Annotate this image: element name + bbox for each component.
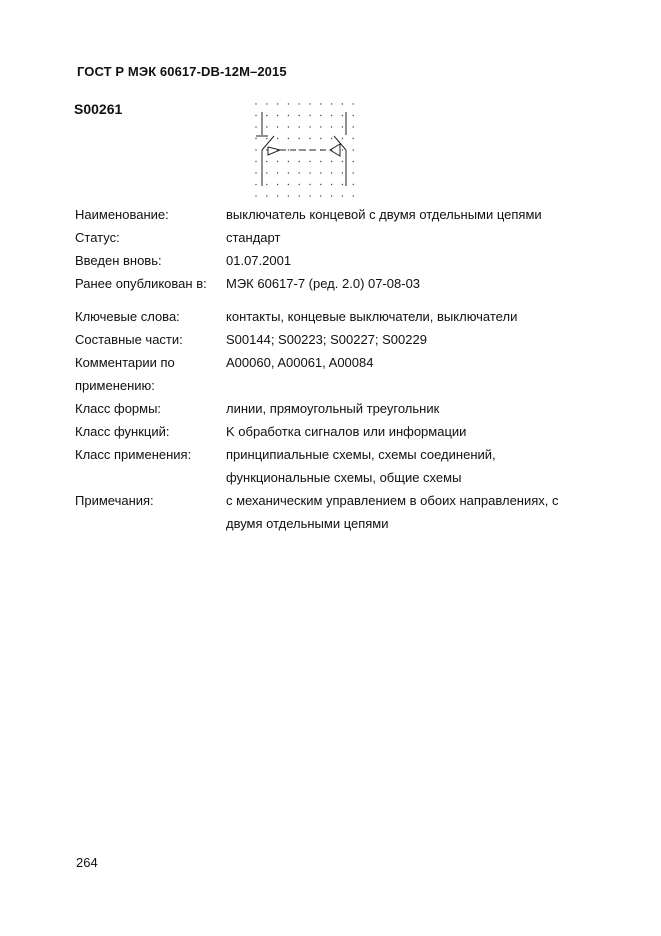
property-row — [75, 420, 615, 443]
grid-dot — [288, 115, 289, 116]
grid-dot — [266, 172, 267, 173]
grid-dot — [277, 161, 278, 162]
property-row — [75, 351, 615, 374]
grid-dot — [299, 149, 300, 150]
property-label: Введен вновь: — [75, 253, 162, 268]
grid-dot — [320, 103, 321, 104]
grid-dot — [342, 184, 343, 185]
grid-dot — [255, 161, 256, 162]
grid-dot — [353, 149, 354, 150]
grid-dot — [342, 195, 343, 196]
property-value: принципиальные схемы, схемы соединений, — [226, 447, 496, 462]
grid-dot — [255, 184, 256, 185]
property-label: Ранее опубликован в: — [75, 276, 207, 291]
grid-dot — [299, 172, 300, 173]
property-label: применению: — [75, 378, 155, 393]
grid-dot — [342, 138, 343, 139]
properties-group-classification — [75, 305, 615, 535]
grid-dot — [353, 195, 354, 196]
property-label: Наименование: — [75, 207, 169, 222]
grid-dot — [266, 195, 267, 196]
grid-dot — [342, 115, 343, 116]
grid-dot — [277, 172, 278, 173]
grid-dot — [320, 195, 321, 196]
grid-dot — [342, 172, 343, 173]
grid-dot — [342, 161, 343, 162]
property-value: A00060, A00061, A00084 — [226, 355, 374, 370]
grid-dot — [288, 161, 289, 162]
grid-dot — [320, 161, 321, 162]
grid-dot — [277, 103, 278, 104]
grid-dot — [309, 126, 310, 127]
property-row — [75, 466, 615, 489]
property-label: Примечания: — [75, 493, 154, 508]
grid-dot — [277, 126, 278, 127]
grid-dot — [266, 149, 267, 150]
grid-dot — [299, 138, 300, 139]
grid-dot — [277, 184, 278, 185]
grid-dot — [266, 138, 267, 139]
property-label: Класс формы: — [75, 401, 162, 416]
grid-dot — [320, 184, 321, 185]
property-label: Статус: — [75, 230, 120, 245]
grid-dot — [299, 161, 300, 162]
grid-dot — [299, 184, 300, 185]
grid-dot — [255, 115, 256, 116]
property-row — [75, 249, 615, 272]
grid-dot — [331, 184, 332, 185]
property-row — [75, 203, 615, 226]
property-row — [75, 272, 615, 295]
grid-dot — [309, 184, 310, 185]
grid-dot — [353, 115, 354, 116]
grid-dot — [288, 184, 289, 185]
grid-dot — [320, 172, 321, 173]
property-label: Ключевые слова: — [75, 309, 180, 324]
property-label — [75, 512, 226, 535]
property-value: контакты, концевые выключатели, выключатели — [226, 309, 518, 324]
properties-table — [75, 203, 615, 535]
property-row — [75, 305, 615, 328]
grid-dot — [331, 126, 332, 127]
property-value: линии, прямоугольный треугольник — [226, 401, 440, 416]
grid-dot — [299, 126, 300, 127]
grid-dot — [288, 138, 289, 139]
property-value: МЭК 60617-7 (ред. 2.0) 07-08-03 — [226, 276, 421, 291]
properties-group-main — [75, 203, 615, 295]
grid-dot — [255, 195, 256, 196]
grid-dot — [277, 195, 278, 196]
grid-dot — [288, 195, 289, 196]
grid-dot — [266, 184, 267, 185]
property-value: K обработка сигналов или информации — [226, 424, 467, 439]
grid-dot — [331, 172, 332, 173]
grid-dot — [353, 126, 354, 127]
grid-dot — [266, 126, 267, 127]
group-gap — [75, 295, 615, 305]
grid-dot — [266, 161, 267, 162]
grid-dot — [331, 161, 332, 162]
switch-drawing — [256, 112, 346, 186]
document-header: ГОСТ Р МЭК 60617-DB-12M–2015 — [77, 64, 287, 79]
property-value: двумя отдельными цепями — [226, 516, 389, 531]
grid-dot — [288, 172, 289, 173]
property-label — [75, 466, 226, 489]
grid-dot — [255, 138, 256, 139]
grid-dot — [309, 161, 310, 162]
grid-dot — [277, 115, 278, 116]
property-value: стандарт — [226, 230, 281, 245]
grid-dot — [288, 149, 289, 150]
grid-dot — [331, 138, 332, 139]
property-label: Класс функций: — [75, 424, 170, 439]
page-number: 264 — [76, 855, 98, 870]
grid-dot — [266, 103, 267, 104]
property-value: с механическим управлением в обоих направлениях, с — [226, 493, 559, 508]
property-label: Класс применения: — [75, 447, 192, 462]
property-row — [75, 489, 615, 512]
grid-dot — [331, 195, 332, 196]
property-row — [75, 226, 615, 249]
grid-dot — [309, 103, 310, 104]
property-value: S00144; S00223; S00227; S00229 — [226, 332, 427, 347]
grid-dot — [309, 172, 310, 173]
symbol-code: S00261 — [74, 101, 123, 117]
grid-dot — [320, 115, 321, 116]
grid-dot — [288, 126, 289, 127]
grid-dot — [309, 138, 310, 139]
property-value: выключатель концевой с двумя отдельными цепями — [226, 207, 542, 222]
grid-dot — [255, 149, 256, 150]
grid-dot — [277, 138, 278, 139]
limit-switch-symbol-figure — [250, 98, 360, 202]
grid-dot — [353, 103, 354, 104]
grid-dot — [342, 126, 343, 127]
property-value — [226, 374, 615, 397]
grid-dot — [299, 103, 300, 104]
grid-dot — [331, 103, 332, 104]
grid-dot — [299, 115, 300, 116]
grid-dot — [255, 172, 256, 173]
grid-dot — [353, 138, 354, 139]
grid-dot — [255, 126, 256, 127]
property-value: функциональные схемы, общие схемы — [226, 470, 462, 485]
grid-dot — [320, 138, 321, 139]
grid-dot — [309, 195, 310, 196]
grid-dot — [353, 172, 354, 173]
grid-dot — [342, 103, 343, 104]
property-row — [75, 443, 615, 466]
grid-dot — [309, 115, 310, 116]
property-value: 01.07.2001 — [226, 253, 292, 268]
grid-dot — [299, 195, 300, 196]
left-actuator-triangle — [268, 147, 280, 155]
grid-dot — [320, 126, 321, 127]
property-row — [75, 397, 615, 420]
grid-dot — [288, 103, 289, 104]
grid-dot — [353, 161, 354, 162]
property-label: Составные части: — [75, 332, 183, 347]
property-row — [75, 374, 615, 397]
grid-dot — [353, 184, 354, 185]
property-label: Комментарии по — [75, 355, 175, 370]
grid-dot — [266, 115, 267, 116]
property-row — [75, 328, 615, 351]
grid-dot — [342, 149, 343, 150]
grid-dot — [255, 103, 256, 104]
property-row — [75, 512, 615, 535]
grid-dot — [331, 115, 332, 116]
